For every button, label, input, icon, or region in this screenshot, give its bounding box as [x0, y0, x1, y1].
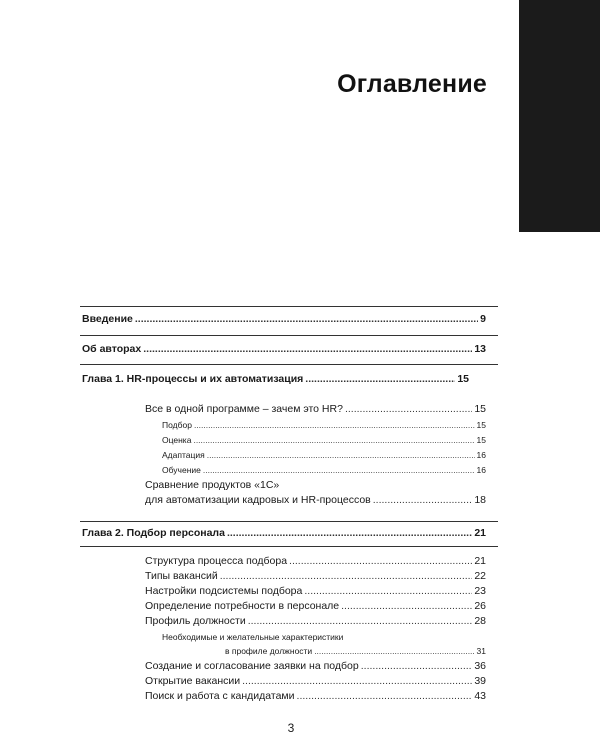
- toc-entry-page: 15: [474, 403, 486, 415]
- toc-entry[interactable]: [145, 615, 486, 627]
- toc-leader: [345, 403, 472, 415]
- toc-entry-label: Профиль должности: [145, 615, 246, 627]
- toc-entry-label: Адаптация: [162, 450, 205, 460]
- toc-entry[interactable]: [162, 420, 486, 430]
- toc-entry-label: Настройки подсистемы подбора: [145, 585, 303, 597]
- toc-leader: [373, 494, 473, 506]
- toc-entry[interactable]: [225, 646, 486, 656]
- toc-entry-page: 26: [474, 600, 486, 612]
- toc-leader: [248, 615, 473, 627]
- toc-leader: [289, 555, 472, 567]
- toc-leader: [207, 450, 475, 460]
- toc-leader: [314, 646, 474, 656]
- toc-leader: [304, 585, 472, 597]
- toc-entry-label: Введение: [82, 313, 133, 325]
- toc-entry-label[interactable]: Необходимые и желательные характеристики: [162, 632, 344, 642]
- toc-entry-page: 31: [476, 646, 486, 656]
- toc-leader: [227, 527, 472, 539]
- toc-leader: [143, 343, 472, 355]
- toc-entry-page: 21: [474, 527, 486, 539]
- toc-entry-label: Открытие вакансии: [145, 675, 241, 687]
- toc-entry-page: 28: [474, 615, 486, 627]
- toc-entry[interactable]: [145, 403, 486, 415]
- toc-entry[interactable]: [145, 600, 486, 612]
- page-title: Оглавление: [337, 70, 487, 98]
- toc-entry-page: 22: [474, 570, 486, 582]
- toc-entry-authors[interactable]: [82, 343, 486, 355]
- toc-entry[interactable]: [145, 570, 486, 582]
- divider: [80, 521, 498, 522]
- toc-entry[interactable]: [145, 690, 486, 702]
- toc-entry-chapter1[interactable]: [82, 373, 469, 385]
- toc-entry-page: 36: [474, 660, 486, 672]
- toc-leader: [193, 435, 474, 445]
- toc-leader: [203, 465, 475, 475]
- toc-entry[interactable]: [145, 675, 486, 687]
- toc-entry-page: 23: [474, 585, 486, 597]
- toc-entry-label: Типы вакансий: [145, 570, 218, 582]
- toc-leader: [135, 313, 478, 325]
- toc-entry[interactable]: [162, 450, 486, 460]
- toc-entry-page: 18: [474, 494, 486, 506]
- toc-entry-label: Все в одной программе – зачем это HR?: [145, 403, 343, 415]
- toc-leader: [297, 690, 473, 702]
- toc-leader: [242, 675, 472, 687]
- toc-entry-label: Создание и согласование заявки на подбор: [145, 660, 359, 672]
- toc-entry-label[interactable]: Сравнение продуктов «1С»: [145, 479, 280, 491]
- toc-entry[interactable]: [145, 555, 486, 567]
- toc-leader: [361, 660, 473, 672]
- toc-entry-label: Определение потребности в персонале: [145, 600, 340, 612]
- toc-entry[interactable]: [162, 435, 486, 445]
- toc-entry-page: 39: [474, 675, 486, 687]
- toc-entry-page: 15: [476, 435, 486, 445]
- toc-entry-page: 9: [480, 313, 486, 325]
- toc-entry-label: Глава 2. Подбор персонала: [82, 527, 225, 539]
- toc-leader: [305, 373, 455, 385]
- toc-entry-label: в профиле должности: [225, 646, 313, 656]
- toc-entry-intro[interactable]: [82, 313, 486, 325]
- divider: [80, 306, 498, 307]
- toc-leader: [341, 600, 472, 612]
- toc-entry[interactable]: [145, 494, 486, 506]
- toc-entry-label: Обучение: [162, 465, 201, 475]
- divider: [80, 546, 498, 547]
- toc-entry-page: 16: [476, 450, 486, 460]
- toc-entry[interactable]: [162, 465, 486, 475]
- toc-entry-label: Глава 1. HR-процессы и их автоматизация: [82, 373, 304, 385]
- toc-entry-page: 15: [457, 373, 469, 385]
- divider: [80, 364, 498, 365]
- toc-entry[interactable]: [145, 660, 486, 672]
- toc-entry-label: Оценка: [162, 435, 192, 445]
- toc-entry-label: Поиск и работа с кандидатами: [145, 690, 295, 702]
- divider: [80, 335, 498, 336]
- toc-leader: [220, 570, 473, 582]
- toc-entry-chapter2[interactable]: [82, 527, 486, 539]
- page-number: 3: [287, 721, 295, 735]
- toc-entry-label: Подбор: [162, 420, 192, 430]
- toc-entry-page: 13: [474, 343, 486, 355]
- toc-entry-page: 15: [476, 420, 486, 430]
- toc-leader: [194, 420, 475, 430]
- toc-entry-label: для автоматизации кадровых и HR-процессов: [145, 494, 371, 506]
- toc-entry-label: Об авторах: [82, 343, 142, 355]
- toc-entry[interactable]: [145, 585, 486, 597]
- toc-entry-label: Структура процесса подбора: [145, 555, 288, 567]
- toc-entry-page: 21: [474, 555, 486, 567]
- toc-entry-page: 16: [476, 465, 486, 475]
- toc-entry-page: 43: [474, 690, 486, 702]
